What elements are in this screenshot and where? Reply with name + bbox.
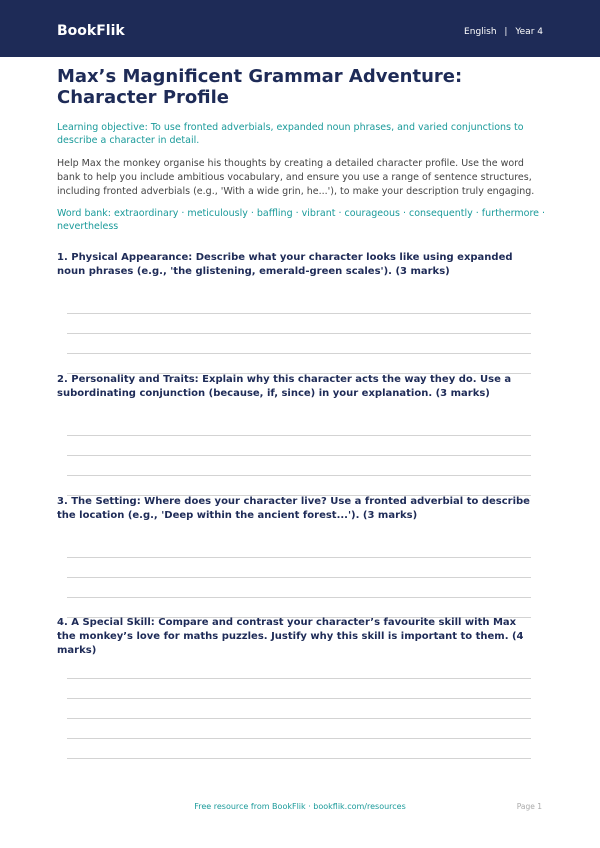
answer-line-q3-2[interactable] (67, 577, 531, 578)
question-3: 3. The Setting: Where does your character live? Use a fronted adverbial to describe the location (e.g., 'Deep within the ancient forest...'). (3 marks) (57, 496, 530, 521)
brand-logo[interactable]: BookFlik (57, 23, 125, 39)
header-bar (0, 0, 600, 57)
answer-line-q1-2[interactable] (67, 333, 531, 334)
question-1: 1. Physical Appearance: Describe what your character looks like using expanded noun phrases (e.g., 'the glistening, emerald-green scales'). (3 marks) (57, 252, 513, 277)
question-4: 4. A Special Skill: Compare and contrast your character’s favourite skill with Max the monkey’s love for maths puzzles. Justify why this skill is important to them. (4 marks) (57, 617, 524, 656)
footer-credit[interactable]: Free resource from BookFlik · bookflik.com/resources (194, 802, 406, 811)
answer-line-q2-2[interactable] (67, 455, 531, 456)
answer-line-q4-4[interactable] (67, 738, 531, 739)
answer-line-q2-3[interactable] (67, 475, 531, 476)
subject-year (464, 27, 543, 37)
answer-line-q4-5[interactable] (67, 758, 531, 759)
answer-line-q1-1[interactable] (67, 313, 531, 314)
word-bank: Word bank: extraordinary · meticulously · baffling · vibrant · courageous · consequently · furthermore · nevertheless (57, 208, 546, 232)
answer-line-q1-3[interactable] (67, 353, 531, 354)
question-2: 2. Personality and Traits: Explain why this character acts the way they do. Use a subordinating conjunction (because, if, since) in your explanation. (3 marks) (57, 374, 512, 399)
footer (0, 802, 600, 816)
intro-text: Help Max the monkey organise his thoughts by creating a detailed character profile. Use the word bank to help you include ambitious vocabulary, and ensure you use a range of sentence structures, including fronted adverbials (e.g., 'With a wide grin, he...'), to make your description truly engaging. (57, 158, 535, 197)
answer-line-q4-2[interactable] (67, 698, 531, 699)
answer-line-q3-1[interactable] (67, 557, 531, 558)
year-label: Year 4 (515, 27, 543, 37)
page-number: Page 1 (516, 802, 542, 811)
learning-objective: Learning objective: To use fronted adverbials, expanded noun phrases, and varied conjunctions to describe a character in detail. (57, 122, 524, 146)
answer-line-q4-1[interactable] (67, 678, 531, 679)
page-title: Max’s Magnificent Grammar Adventure: Character Profile (57, 66, 463, 108)
answer-line-q4-3[interactable] (67, 718, 531, 719)
subject-label: English (464, 27, 497, 37)
separator: | (504, 27, 508, 37)
answer-line-q3-3[interactable] (67, 597, 531, 598)
answer-line-q2-1[interactable] (67, 435, 531, 436)
